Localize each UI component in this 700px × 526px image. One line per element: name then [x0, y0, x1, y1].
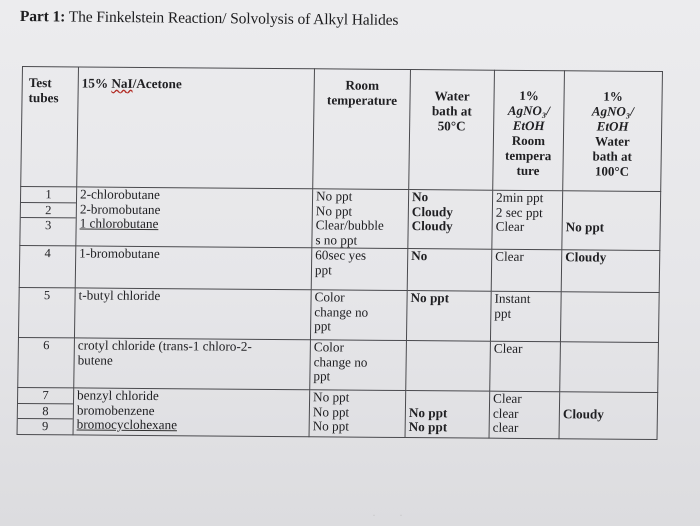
- water-bath-result-cell: [408, 190, 493, 250]
- agno3-water-result-cell: [561, 250, 660, 293]
- agno3-room-result-cell: [492, 190, 563, 250]
- result-text: s no ppt: [315, 231, 358, 248]
- header-water-line2: bath at: [431, 103, 472, 119]
- result-text: No ppt: [312, 403, 350, 420]
- compound-name: crotyl chloride (trans-1 chloro-2-: [77, 337, 252, 354]
- result-text: No ppt: [315, 188, 353, 204]
- agno3-room-result-cell: [490, 291, 561, 342]
- header-ag1-line5: tempera: [504, 147, 552, 163]
- header-water-line1: Water: [434, 88, 470, 104]
- result-text: No: [411, 189, 429, 205]
- compound-cell: [73, 388, 310, 437]
- result-text: Cloudy: [562, 405, 605, 422]
- header-water-line3: 50°C: [437, 118, 466, 134]
- result-text: No ppt: [312, 418, 350, 434]
- header-ag1-line2: AgNO₃/: [507, 102, 551, 119]
- room-temp-result-cell: [309, 390, 406, 438]
- result-text: ppt: [494, 305, 512, 321]
- result-text: Clear: [495, 248, 524, 264]
- tube-number: 2: [21, 201, 76, 217]
- result-text: No ppt: [565, 219, 605, 235]
- agno3-water-result-cell: [560, 292, 659, 343]
- header-ag2-line3: EtOH: [596, 118, 629, 134]
- header-room-temperature: [313, 69, 411, 190]
- header-ag2-line5: bath at: [592, 148, 633, 164]
- header-agno3-water-bath: [563, 71, 663, 192]
- result-text: ppt: [313, 368, 331, 384]
- room-temp-result-cell: [310, 290, 407, 341]
- result-text: ppt: [314, 261, 332, 277]
- result-text: Clear: [495, 218, 525, 234]
- result-text: No ppt: [410, 290, 450, 306]
- compound-cell: [76, 187, 313, 248]
- header-tubes-line1: Test: [28, 75, 52, 91]
- compound-cell: [75, 246, 312, 290]
- result-text: clear: [492, 405, 519, 421]
- tube-number: 8: [18, 402, 73, 418]
- water-bath-result-cell: [406, 291, 491, 342]
- compound-name: 2-bromobutane: [79, 200, 161, 217]
- title-text: The Finkelstein Reaction/ Solvolysis of Alkyl Halides: [68, 8, 399, 29]
- tube-number: 4: [44, 246, 51, 261]
- compound-name: 2-chlorobutane: [79, 186, 161, 203]
- result-text: [563, 421, 654, 436]
- result-text: Clear: [493, 390, 522, 406]
- result-text: [563, 392, 654, 407]
- result-text: Cloudy: [411, 203, 454, 219]
- table-row: [17, 387, 658, 439]
- tube-number: 9: [18, 418, 73, 434]
- result-text: Clear/bubble: [315, 217, 384, 233]
- header-tubes-line2: tubes: [28, 90, 59, 106]
- result-text: Clear: [493, 340, 523, 356]
- header-reagent-pct: 15%: [81, 75, 112, 91]
- tube-number: 5: [43, 288, 51, 303]
- tube-number: 6: [43, 338, 50, 353]
- compound-name: benzyl chloride: [77, 387, 159, 404]
- header-reagent: [77, 67, 315, 189]
- result-text: 2 sec ppt: [495, 204, 543, 220]
- result-text: [566, 191, 657, 206]
- room-temp-result-cell: [310, 340, 407, 391]
- tube-number-cell: [20, 186, 77, 245]
- table-row: [18, 337, 659, 392]
- result-text: [564, 342, 655, 357]
- compound-cell: [74, 338, 311, 390]
- tube-number-cell: [19, 245, 76, 287]
- tube-number-cell: [17, 387, 74, 434]
- result-text: clear: [492, 419, 519, 435]
- compound-name: 1 chlorobutane: [79, 215, 159, 232]
- compound-name: bromobenzene: [76, 401, 155, 418]
- tube-number-cell: [18, 337, 75, 387]
- result-text: Instant: [494, 290, 531, 307]
- compound-cell: [74, 288, 311, 340]
- tube-number-cell: [18, 287, 75, 337]
- result-text: 2min ppt: [495, 189, 544, 206]
- compound-name: 1-bromobutane: [79, 245, 160, 262]
- water-bath-result-cell: [405, 391, 490, 439]
- table-row: [20, 186, 661, 250]
- header-ag2-line1: 1%: [603, 88, 623, 104]
- result-text: [410, 341, 487, 356]
- result-text: No ppt: [313, 389, 350, 405]
- tube-number: 7: [42, 388, 49, 403]
- tube-number: 3: [21, 217, 76, 233]
- result-text: ppt: [314, 318, 332, 334]
- header-ag2-line6: 100°C: [594, 163, 630, 179]
- table-row: [19, 245, 660, 292]
- result-text: No ppt: [408, 404, 448, 420]
- result-text: No: [411, 248, 428, 264]
- page-title: [20, 8, 399, 30]
- result-text: [409, 391, 486, 406]
- result-text: No ppt: [408, 419, 448, 435]
- header-ag1-line4: Room: [511, 132, 546, 148]
- tube-number: 1: [45, 187, 52, 202]
- header-reagent-acetone: /Acetone: [132, 75, 182, 92]
- result-text: Color: [314, 289, 345, 305]
- result-text: 60sec yes: [315, 247, 367, 263]
- header-ag1-line3: EtOH: [512, 117, 545, 133]
- header-room-line2: temperature: [326, 92, 398, 109]
- result-text: change no: [313, 353, 368, 370]
- header-ag2-line2: AgNO₃/: [591, 103, 635, 119]
- header-water-bath-50: [409, 70, 495, 191]
- agno3-room-result-cell: [490, 341, 561, 392]
- header-row: [21, 67, 663, 192]
- result-text: Cloudy: [411, 218, 453, 234]
- result-text: Cloudy: [565, 249, 607, 265]
- header-room-line1: Room: [345, 77, 380, 93]
- compound-name: t-butyl chloride: [78, 287, 161, 304]
- water-bath-result-cell: [407, 249, 492, 292]
- results-table: [17, 66, 663, 440]
- header-ag1-line6: ture: [516, 162, 540, 178]
- header-reagent-nai: NaI: [111, 75, 133, 91]
- agno3-room-result-cell: [491, 249, 562, 292]
- page-smudge-marks: · ·: [372, 508, 413, 522]
- agno3-water-result-cell: [559, 392, 658, 440]
- result-text: No ppt: [315, 202, 353, 219]
- result-text: change no: [314, 303, 369, 320]
- header-ag2-line4: Water: [594, 133, 630, 149]
- agno3-room-result-cell: [489, 391, 560, 439]
- header-agno3-room: [493, 70, 565, 191]
- agno3-water-result-cell: [560, 342, 659, 393]
- room-temp-result-cell: [311, 248, 408, 291]
- agno3-water-result-cell: [562, 191, 661, 251]
- room-temp-result-cell: [312, 189, 409, 249]
- header-test-tubes: [21, 67, 79, 187]
- result-text: [564, 292, 655, 307]
- results-table-wrapper: [17, 66, 662, 440]
- compound-name: bromocyclohexane: [76, 416, 178, 433]
- result-text: Color: [313, 339, 345, 355]
- water-bath-result-cell: [406, 341, 491, 392]
- table-row: [18, 287, 659, 342]
- compound-name: butene: [77, 351, 113, 368]
- header-ag1-line1: 1%: [519, 87, 539, 104]
- title-part-label: Part 1:: [19, 8, 66, 26]
